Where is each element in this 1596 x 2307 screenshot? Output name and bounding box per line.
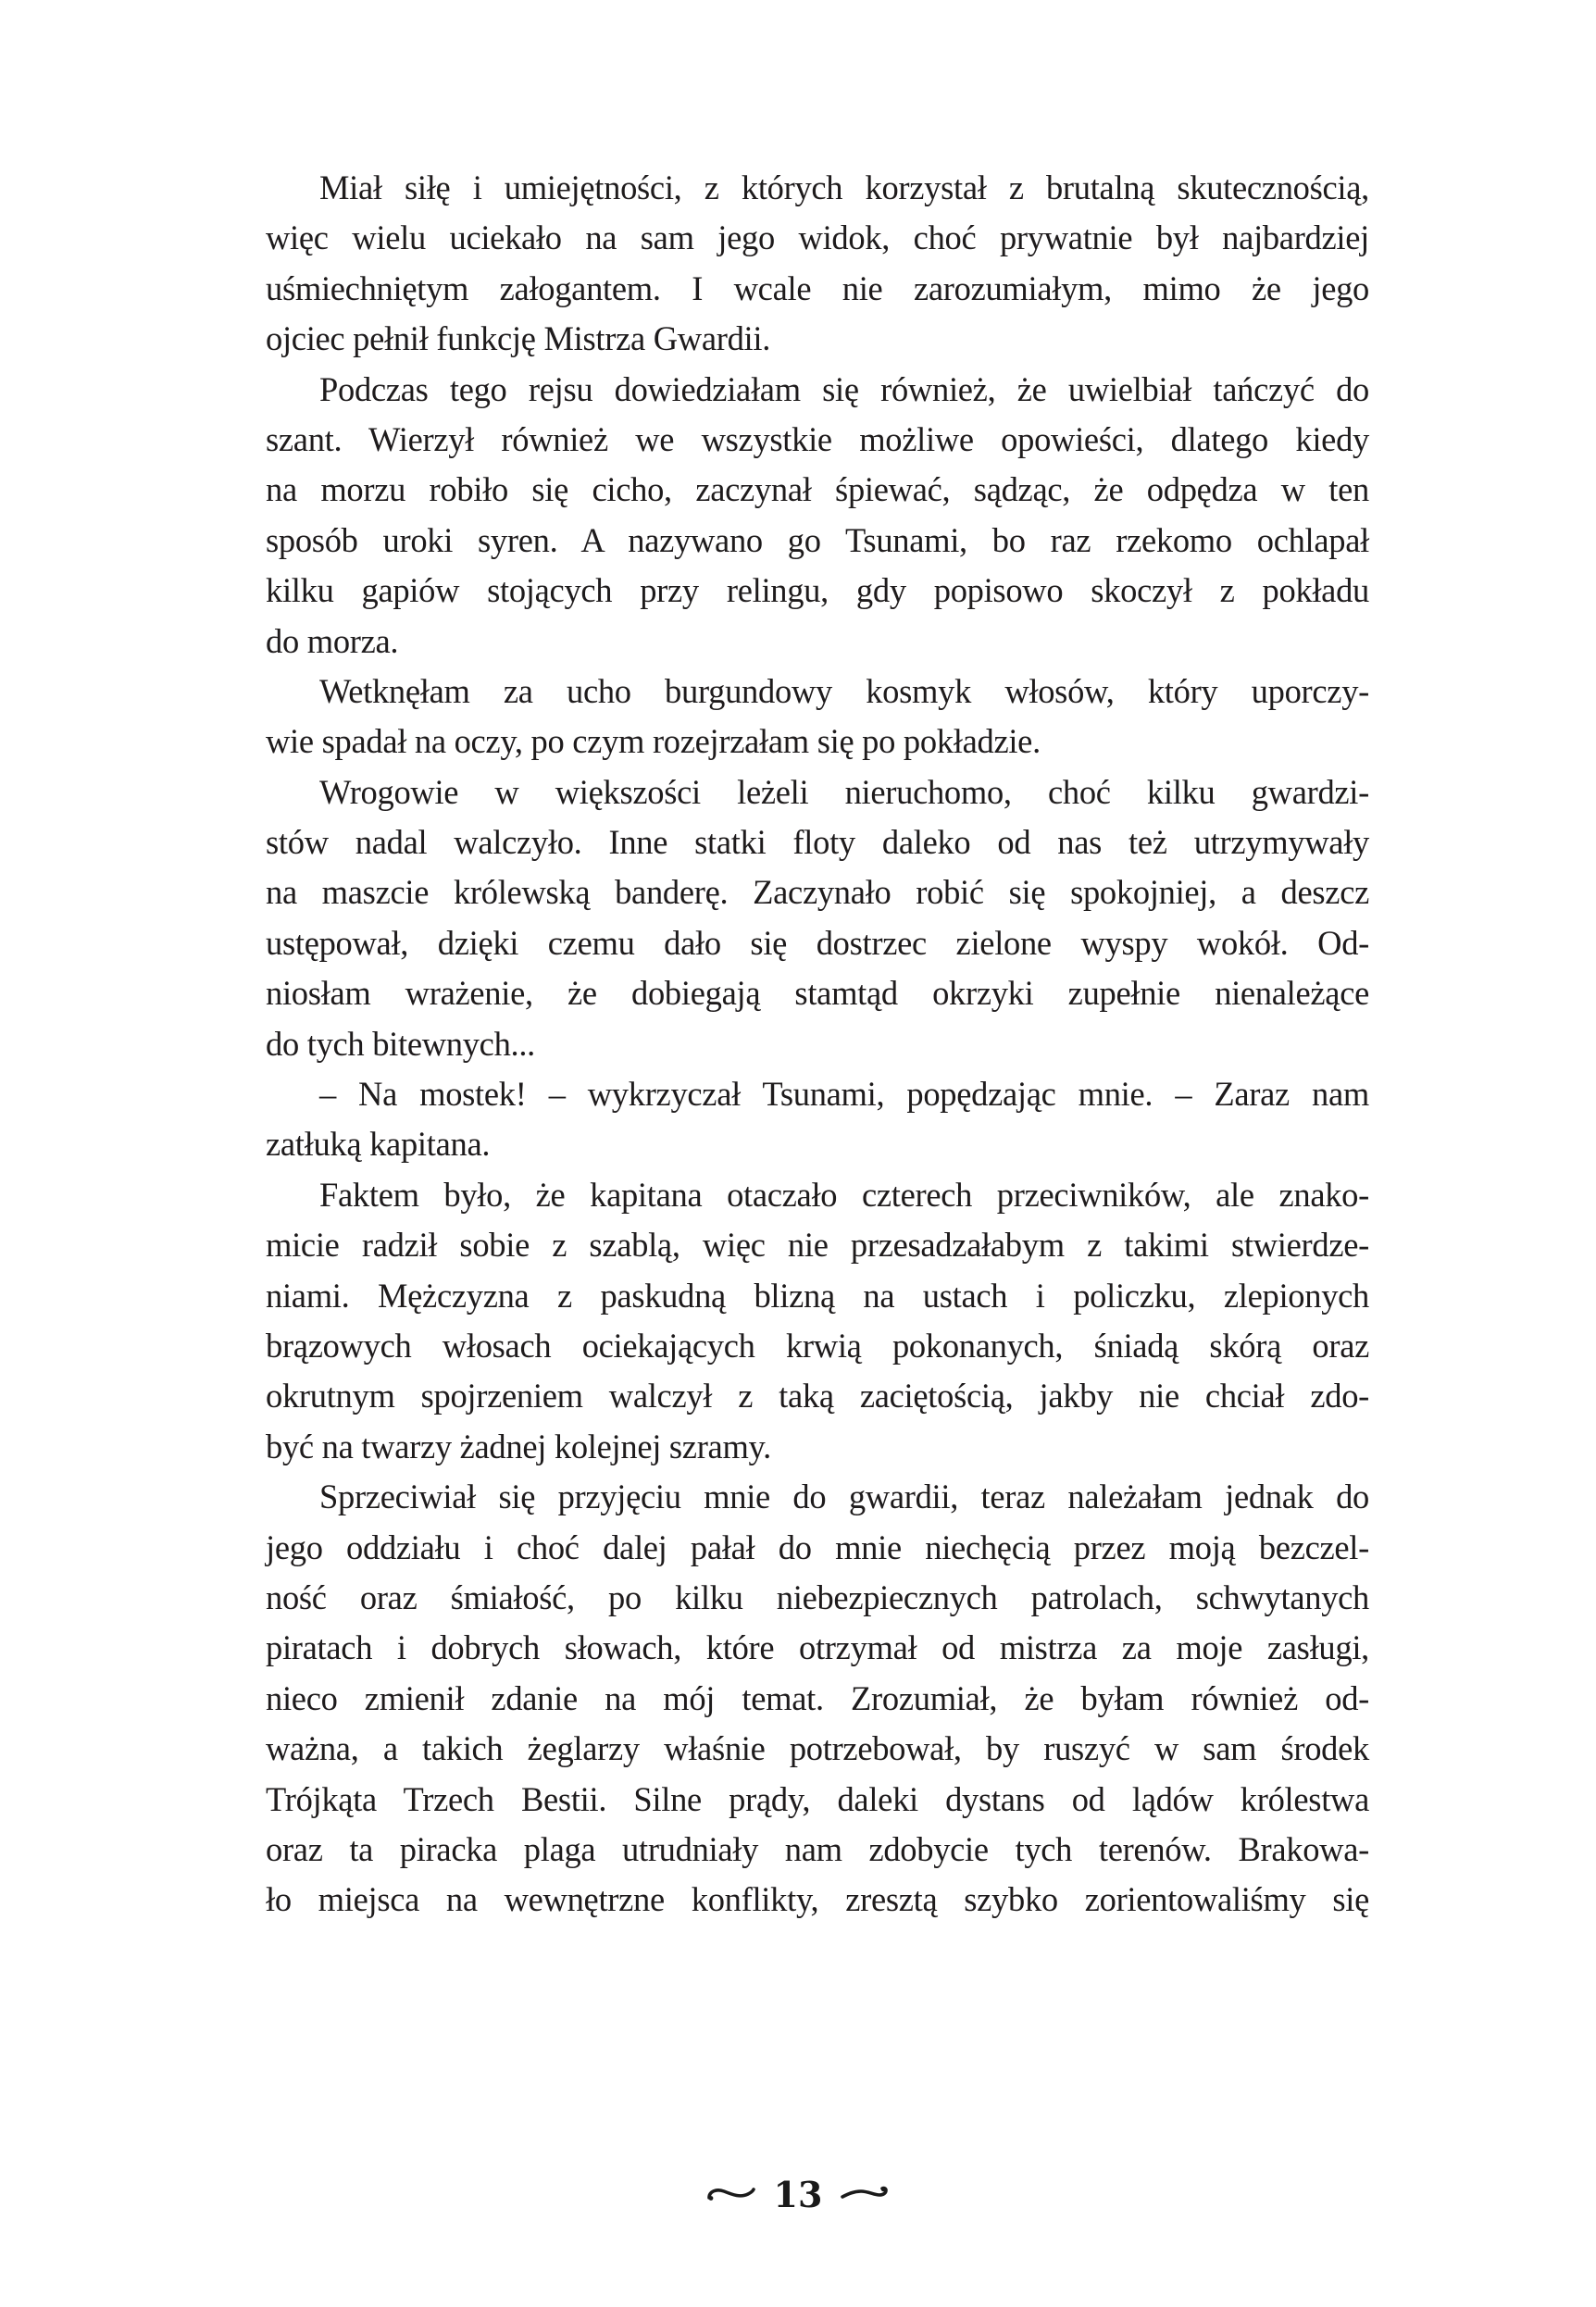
- paragraph: [266, 1472, 1369, 1926]
- swash-right-icon: [839, 2182, 891, 2206]
- swash-left-icon: [705, 2182, 757, 2206]
- paragraph: [266, 365, 1369, 667]
- text-line: Wrogowie w większości leżeli nieruchomo, choć kilku gwardzi-: [319, 772, 1369, 811]
- dialogue-paragraph: [266, 1069, 1369, 1170]
- body-text: [266, 163, 1369, 1926]
- text-line: ło miejsca na wewnętrzne konflikty, zresztą szybko zorientowaliśmy się: [266, 1880, 1369, 1919]
- text-line: Faktem było, że kapitana otaczało czterech przeciwników, ale znako-: [319, 1175, 1369, 1214]
- text-line: – Na mostek! – wykrzyczał Tsunami, popędzając mnie. – Zaraz nam: [319, 1075, 1369, 1114]
- text-line: jego oddziału i choć dalej pałał do mnie niechęcią przez moją bezczel-: [266, 1528, 1369, 1566]
- text-line: na maszcie królewską banderę. Zaczynało robić się spokojniej, a deszcz: [266, 873, 1369, 912]
- text-line: ność oraz śmiałość, po kilku niebezpiecznych patrolach, schwytanych: [266, 1577, 1369, 1616]
- text-line: Sprzeciwiał się przyjęciu mnie do gwardii, teraz należałam jednak do: [319, 1478, 1369, 1516]
- text-line: ważna, a takich żeglarzy właśnie potrzebował, by ruszyć w sam środek: [266, 1729, 1369, 1768]
- paragraph: [266, 767, 1369, 1069]
- paragraph: [266, 1170, 1369, 1472]
- text-line: być na twarzy żadnej kolejnej szramy.: [266, 1427, 771, 1465]
- text-line: wie spadał na oczy, po czym rozejrzałam się po pokładzie.: [266, 722, 1041, 761]
- paragraph: [266, 667, 1369, 767]
- text-line: zatłuką kapitana.: [266, 1125, 491, 1164]
- paragraph: [266, 163, 1369, 365]
- text-line: Podczas tego rejsu dowiedziałam się również, że uwielbiał tańczyć do: [319, 369, 1369, 408]
- text-line: kilku gapiów stojących przy relingu, gdy popisowo skoczył z pokładu: [266, 571, 1369, 610]
- text-line: do morza.: [266, 621, 399, 660]
- text-line: więc wielu uciekało na sam jego widok, choć prywatnie był najbardziej: [266, 218, 1369, 257]
- text-line: sposób uroki syren. A nazywano go Tsunami, bo raz rzekomo ochlapał: [266, 520, 1369, 559]
- text-line: okrutnym spojrzeniem walczył z taką zaciętością, jakby nie chciał zdo-: [266, 1377, 1369, 1415]
- text-line: nieco zmienił zdanie na mój temat. Zrozumiał, że byłam również od-: [266, 1678, 1369, 1717]
- text-line: uśmiechniętym załogantem. I wcale nie zarozumiałym, mimo że jego: [266, 268, 1369, 307]
- text-line: niami. Mężczyzna z paskudną blizną na ustach i policzku, zlepionych: [266, 1276, 1369, 1315]
- text-line: brązowych włosach ociekających krwią pokonanych, śniadą skórą oraz: [266, 1326, 1369, 1365]
- text-line: oraz ta piracka plaga utrudniały nam zdobycie tych terenów. Brakowa-: [266, 1829, 1369, 1868]
- text-line: Wetknęłam za ucho burgundowy kosmyk włosów, który uporczy-: [319, 671, 1369, 710]
- text-line: ojciec pełnił funkcję Mistrza Gwardii.: [266, 319, 771, 358]
- text-line: Trójkąta Trzech Bestii. Silne prądy, daleki dystans od lądów królestwa: [266, 1779, 1369, 1818]
- text-line: szant. Wierzył również we wszystkie możliwe opowieści, dlatego kiedy: [266, 419, 1369, 458]
- text-line: niosłam wrażenie, że dobiegają stamtąd okrzyki zupełnie nienależące: [266, 974, 1369, 1013]
- text-line: ustępował, dzięki czemu dało się dostrzec zielone wyspy wokół. Od-: [266, 923, 1369, 962]
- page-number: 13: [773, 2173, 823, 2215]
- text-line: stów nadal walczyło. Inne statki floty daleko od nas też utrzymywały: [266, 823, 1369, 862]
- page-footer: [0, 2166, 1596, 2222]
- text-line: Miał siłę i umiejętności, z których korzystał z brutalną skutecznością,: [319, 168, 1369, 206]
- text-line: do tych bitewnych...: [266, 1024, 536, 1063]
- text-line: micie radził sobie z szablą, więc nie przesadzałabym z takimi stwierdze-: [266, 1226, 1369, 1265]
- text-line: na morzu robiło się cicho, zaczynał śpiewać, sądząc, że odpędza w ten: [266, 470, 1369, 509]
- text-line: piratach i dobrych słowach, które otrzymał od mistrza za moje zasługi,: [266, 1628, 1369, 1667]
